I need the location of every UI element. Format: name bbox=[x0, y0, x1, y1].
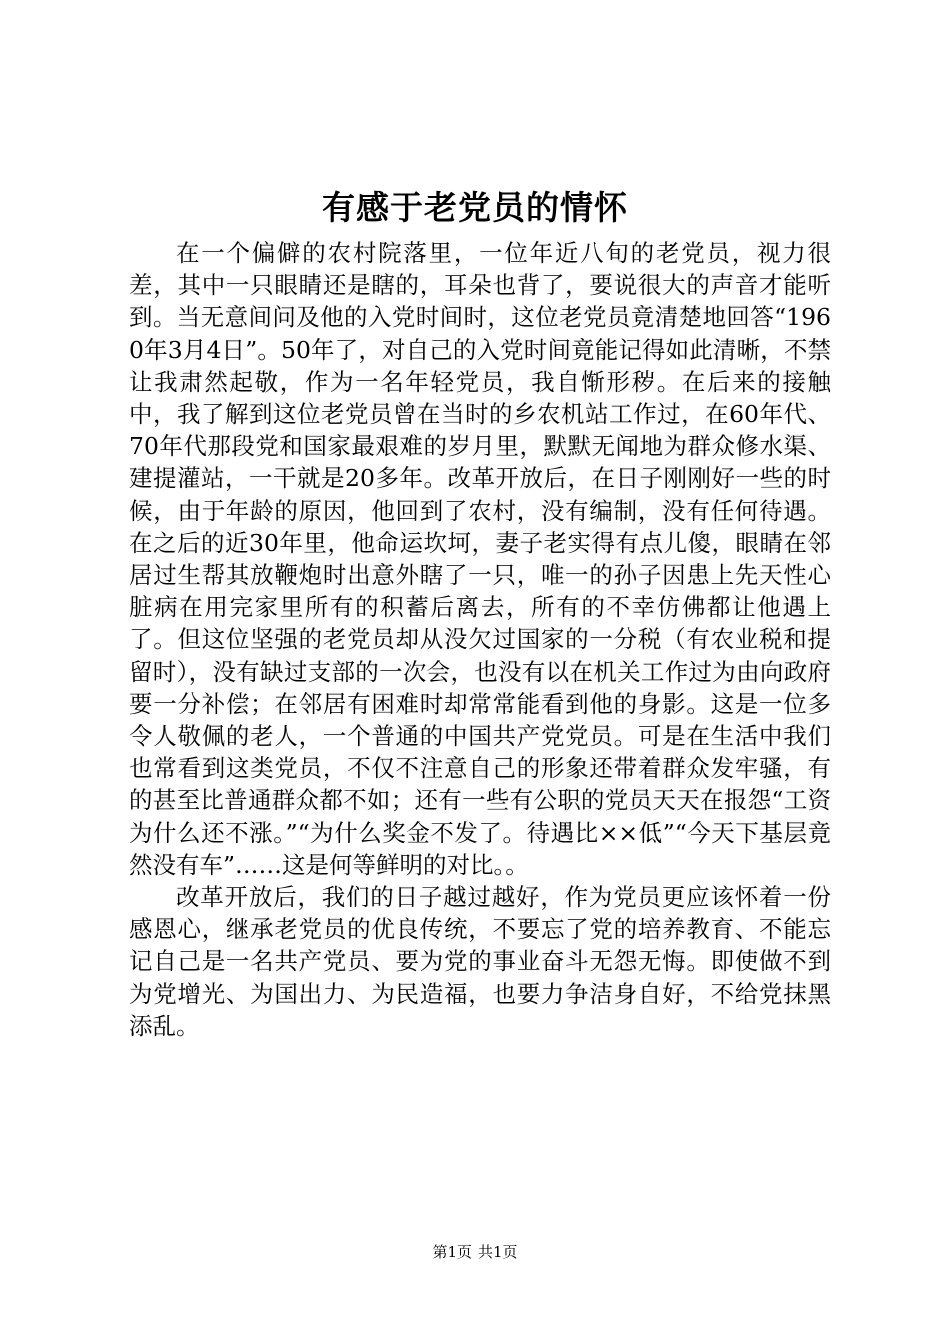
body-paragraph-2: 改革开放后，我们的日子越过越好，作为党员更应该怀着一份感恩心，继承老党员的优良传统，不要忘了党的培养教育、不能忘记自己是一名共产党员、要为党的事业奋斗无怨无悔。即使做不到为党增光、为国出力、为民造福，也要力争洁身自好，不给党抹黑添乱。 bbox=[129, 883, 831, 1040]
body-paragraph-1: 在一个偏僻的农村院落里，一位年近八旬的老党员，视力很差，其中一只眼睛还是瞎的，耳朵也背了，要说很大的声音才能听到。当无意间问及他的入党时间时，这位老党员竟清楚地回答“1960年3月4日”。50年了，对自己的入党时间竟能记得如此清晰，不禁让我肃然起敬，作为一名年轻党员，我自惭形秽。在后来的接触中，我了解到这位老党员曾在当时的乡农机站工作过，在60年代、70年代那段党和国家最艰难的岁月里，默默无闻地为群众修水渠、建提灌站，一干就是20多年。改革开放后，在日子刚刚好一些的时候，由于年龄的原因，他回到了农村，没有编制，没有任何待遇。在之后的近30年里，他命运坎坷，妻子老实得有点儿傻，眼睛在邻居过生帮其放鞭炮时出意外瞎了一只，唯一的孙子因患上先天性心脏病在用完家里所有的积蓄后离去，所有的不幸仿佛都让他遇上了。但这位坚强的老党员却从没欠过国家的一分税（有农业税和提留时），没有缺过支部的一次会，也没有以在机关工作过为由向政府要一分补偿；在邻居有困难时却常常能看到他的身影。这是一位多令人敬佩的老人，一个普通的中国共产党党员。可是在生活中我们也常看到这类党员，不仅不注意自己的形象还带着群众发牢骚，有的甚至比普通群众都不如；还有一些有公职的党员天天在报怨“工资为什么还不涨。”“为什么奖金不发了。待遇比××低”“今天下基层竟然没有车”……这是何等鲜明的对比。。 bbox=[129, 239, 831, 879]
page-number-total: 共1页 bbox=[478, 1243, 518, 1261]
page-number-current: 第1页 bbox=[432, 1243, 472, 1261]
page-footer bbox=[0, 1242, 950, 1262]
document-title: 有感于老党员的情怀 bbox=[322, 188, 628, 227]
document-body bbox=[129, 237, 831, 1042]
